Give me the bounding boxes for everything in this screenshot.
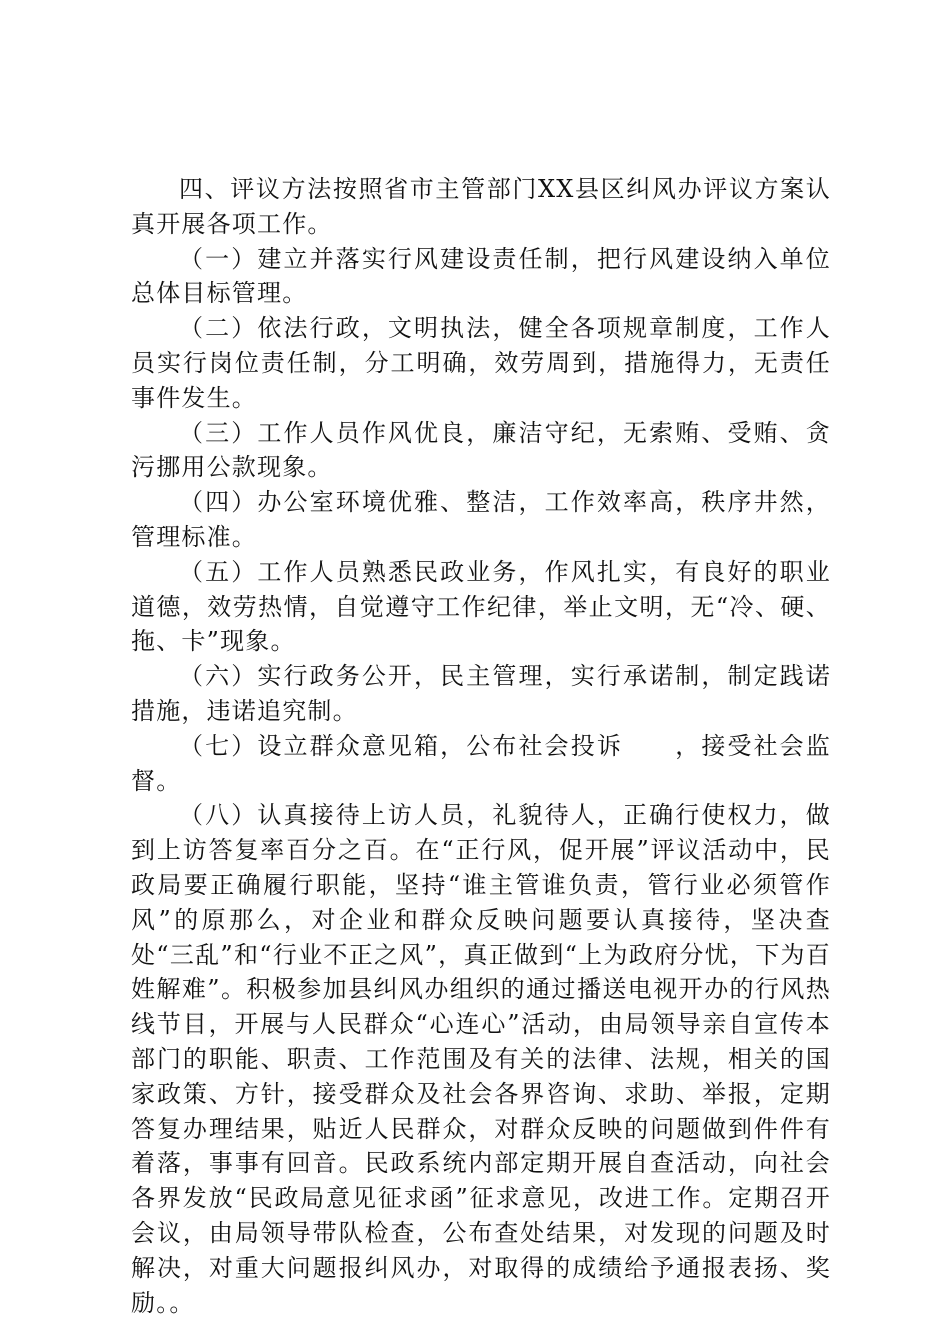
paragraph-item-6: （六）实行政务公开，民主管理，实行承诺制，制定践诺措施，违诺追究制。 — [131, 662, 831, 725]
paragraph-item-7: （七）设立群众意见箱，公布社会投诉 ，接受社会监督。 — [131, 731, 831, 795]
paragraph-item-1: （一）建立并落实行风建设责任制，把行风建设纳入单位总体目标管理。 — [131, 244, 831, 308]
paragraph-item-4: （四）办公室环境优雅、整洁，工作效率高，秩序井然，管理标准。 — [131, 488, 831, 551]
paragraph-item-2: （二）依法行政，文明执法，健全各项规章制度，工作人员实行岗位责任制，分工明确，效劳周到，措施得力，无责任事件发生。 — [131, 314, 831, 412]
paragraph-evaluation-method: 四、评议方法按照省市主管部门XX县区纠风办评议方案认真开展各项工作。 — [131, 175, 831, 238]
document-body — [131, 172, 831, 1320]
paragraph-item-5: （五）工作人员熟悉民政业务，作风扎实，有良好的职业道德，效劳热情，自觉遵守工作纪律，举止文明，无“冷、硬、拖、卡”现象。 — [131, 557, 831, 656]
paragraph-item-8: （八）认真接待上访人员，礼貌待人，正确行使权力，做到上访答复率百分之百。在“正行风，促开展”评议活动中，民政局要正确履行职能，坚持“谁主管谁负责，管行业必须管作风”的原那么，对企业和群众反映问题要认真接待，坚决查处“三乱”和“行业不正之风”，真正做到“上为政府分忧，下为百姓解难”。积极参加县纠风办组织的通过播送电视开办的行风热线节目，开展与人民群众“心连心”活动，由局领导亲自宣传本部门的职能、职责、工作范围及有关的法律、法规，相关的国家政策、方针，接受群众及社会各界咨询、求助、举报，定期答复办理结果，贴近人民群众，对群众反映的问题做到件件有着落，事事有回音。民政系统内部定期开展自查活动，向社会各界发放“民政局意见征求函”征求意见，改进工作。定期召开会议，由局领导带队检查，公布查处结果，对发现的问题及时解决，对重大问题报纠风办，对取得的成绩给予通报表扬、奖励。。 — [131, 801, 831, 1317]
paragraph-item-3: （三）工作人员作风优良，廉洁守纪，无索贿、受贿、贪污挪用公款现象。 — [131, 418, 831, 482]
